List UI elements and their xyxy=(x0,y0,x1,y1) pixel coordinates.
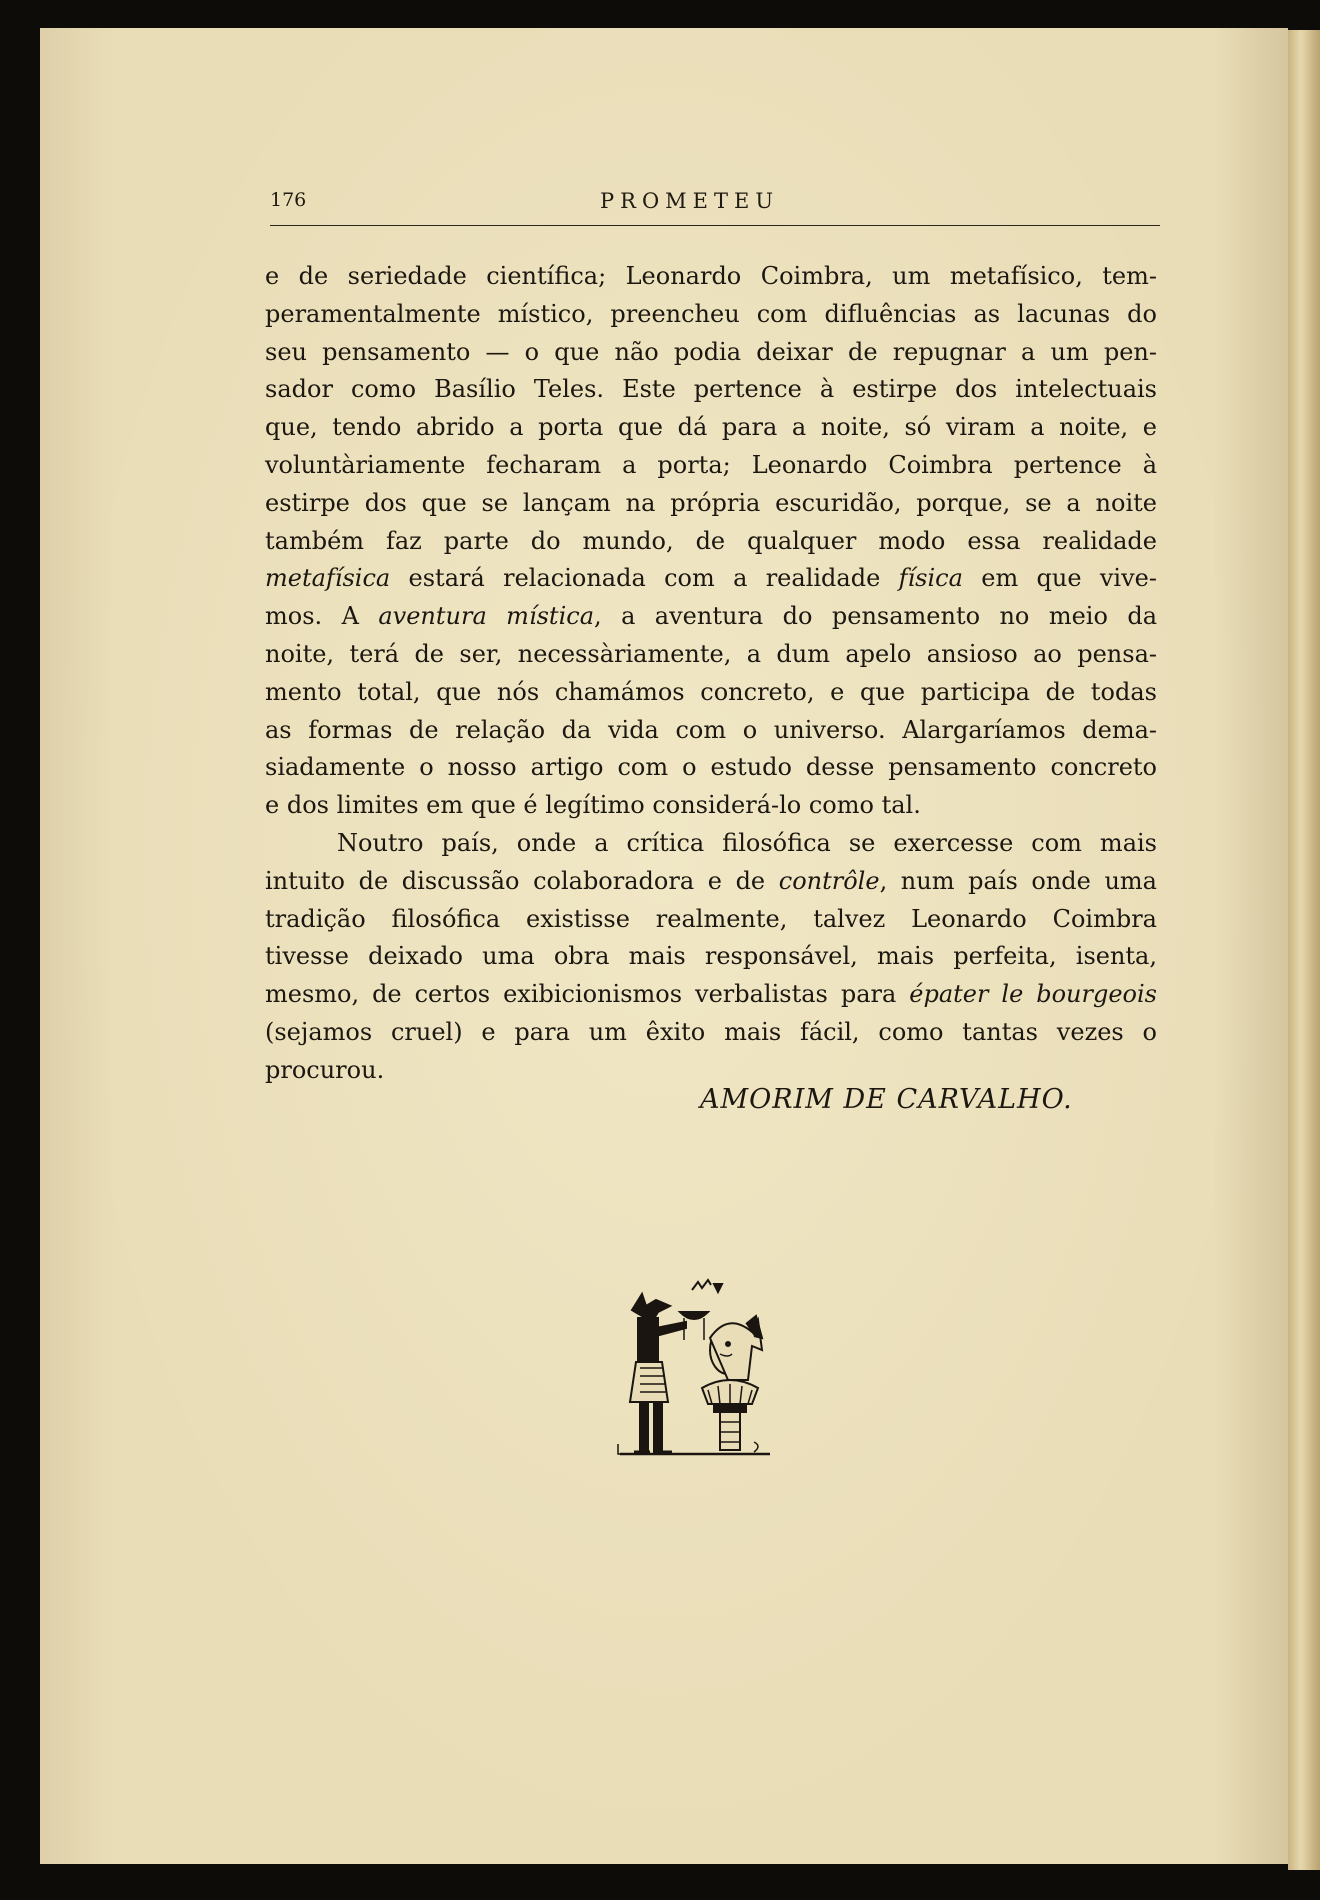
text-run: estará relacionada com a realidade xyxy=(390,564,899,593)
text-run: mento total, que nós chamámos concreto, e que participa de todas xyxy=(265,677,1157,706)
running-head: PROMETEU xyxy=(600,189,780,213)
italic-phrase: aventura mística xyxy=(378,602,595,631)
text-line xyxy=(265,409,1157,447)
text-line xyxy=(265,560,1157,598)
page-number: 176 xyxy=(270,189,307,211)
author-signature: AMORIM DE CARVALHO. xyxy=(700,1084,1073,1115)
text-line xyxy=(265,749,1157,787)
text-line xyxy=(265,712,1157,750)
text-run: noite, terá de ser, necessàriamente, a dum apelo ansioso ao pensa- xyxy=(265,639,1157,668)
text-run: (sejamos cruel) e para um êxito mais fácil, como tantas vezes o xyxy=(265,1017,1157,1046)
text-line xyxy=(265,334,1157,372)
text-run: intuito de discussão colaboradora e de xyxy=(265,866,779,895)
text-run: tradição filosófica existisse realmente, talvez Leonardo Coimbra xyxy=(265,904,1157,933)
text-line xyxy=(265,598,1157,636)
text-run: , num país onde uma xyxy=(879,866,1157,895)
egyptian-anubis-offering-icon xyxy=(610,1258,800,1468)
text-run: que, tendo abrido a porta que dá para a noite, só viram a noite, e xyxy=(265,413,1157,442)
text-line xyxy=(265,258,1157,296)
text-run: , a aventura do pensamento no meio da xyxy=(594,602,1158,631)
text-run: e dos limites em que é legítimo considerá-lo como tal. xyxy=(265,791,921,820)
italic-phrase: contrôle xyxy=(778,866,880,895)
text-run: em que vive- xyxy=(962,564,1157,593)
text-run: peramentalmente místico, preencheu com difluências as lacunas do xyxy=(265,299,1157,328)
text-run: e de seriedade científica; Leonardo Coimbra, um metafísico, tem- xyxy=(265,262,1157,290)
text-line xyxy=(265,447,1157,485)
text-line xyxy=(265,825,1157,863)
text-run: estirpe dos que se lançam na própria escuridão, porque, se a noite xyxy=(265,488,1157,517)
text-line xyxy=(265,636,1157,674)
body-text xyxy=(265,258,1157,1090)
text-run: mesmo, de certos exibicionismos verbalistas para xyxy=(265,980,910,1009)
text-line xyxy=(265,371,1157,409)
text-line xyxy=(265,1014,1157,1052)
text-line xyxy=(265,863,1157,901)
text-run: procurou. xyxy=(265,1055,385,1084)
text-run: também faz parte do mundo, de qualquer modo essa realidade xyxy=(265,526,1157,555)
italic-phrase: épater le bourgeois xyxy=(909,980,1157,1009)
page-header xyxy=(270,185,1160,226)
text-run: tivesse deixado uma obra mais responsável, mais perfeita, isenta, xyxy=(265,942,1157,971)
text-line xyxy=(265,296,1157,334)
text-run: seu pensamento — o que não podia deixar de repugnar a um pen- xyxy=(265,337,1157,366)
page-edge xyxy=(1288,30,1320,1870)
text-run: mos. A xyxy=(265,602,379,631)
text-run: siadamente o nosso artigo com o estudo desse pensamento concreto xyxy=(265,753,1157,782)
text-run: Noutro país, onde a crítica filosófica se exercesse com mais xyxy=(337,828,1157,857)
text-line xyxy=(265,787,1157,825)
text-line xyxy=(265,976,1157,1014)
text-run: sador como Basílio Teles. Este pertence à estirpe dos intelectuais xyxy=(265,375,1157,404)
text-run: as formas de relação da vida com o universo. Alargaríamos dema- xyxy=(265,715,1157,744)
text-line xyxy=(265,938,1157,976)
text-line xyxy=(265,901,1157,939)
text-run: voluntàriamente fecharam a porta; Leonardo Coimbra pertence à xyxy=(265,450,1157,479)
text-line xyxy=(265,485,1157,523)
italic-phrase: física xyxy=(898,564,963,593)
italic-phrase: metafísica xyxy=(265,564,391,593)
text-line xyxy=(265,523,1157,561)
text-line xyxy=(265,674,1157,712)
